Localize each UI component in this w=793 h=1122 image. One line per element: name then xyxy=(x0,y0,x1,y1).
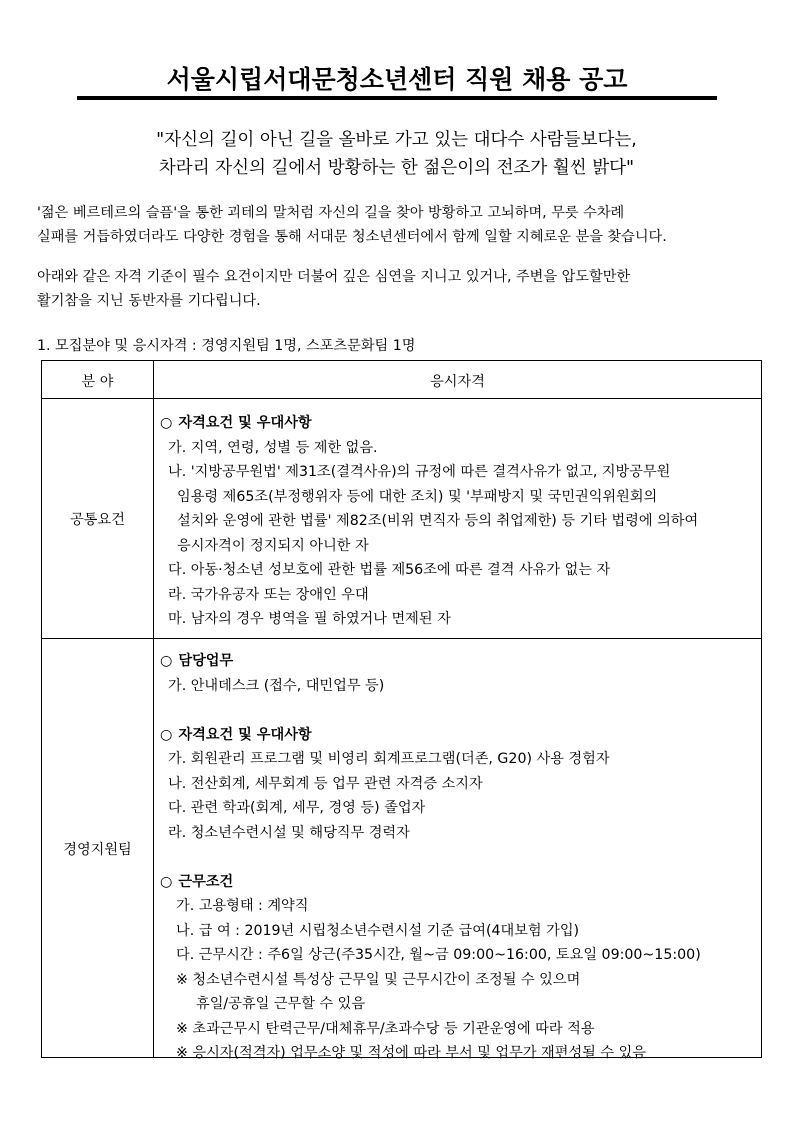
list-item: 라. 국가유공자 또는 장애인 우대 xyxy=(168,586,369,603)
list-item: 라. 청소년수련시설 및 해당직무 경력자 xyxy=(168,824,410,841)
common-subhead xyxy=(160,411,760,436)
spacer xyxy=(160,698,760,723)
duty-subhead xyxy=(160,649,760,674)
intro-line: '젊은 베르테르의 슬픔'을 통한 괴테의 말처럼 자신의 길을 찾아 방황하고 고뇌하며, 무릇 수차례 xyxy=(37,205,625,221)
qualification-subhead xyxy=(160,723,760,748)
list-item: 다. 근무시간 : 주6일 상근(주35시간, 월~금 09:00~16:00, 토요일 09:00~15:00) xyxy=(176,947,701,963)
list-item: 다. 관련 학과(회계, 세무, 경영 등) 졸업자 xyxy=(168,800,426,816)
spacer xyxy=(160,845,760,870)
note-item: ※ 초과근무시 탄력근무/대체휴무/초과수당 등 기관운영에 따라 적용 xyxy=(176,1020,595,1037)
note-item: ※ 청소년수련시설 특성상 근무일 및 근무시간이 조정될 수 있으며 xyxy=(176,971,581,988)
list-item: 가. 안내데스크 (접수, 대민업무 등) xyxy=(168,677,385,694)
title-underline xyxy=(77,96,717,100)
intro-line: 활기참을 지닌 동반자를 기다립니다. xyxy=(37,293,261,309)
note-item-continued: 휴일/공휴일 근무할 수 있음 xyxy=(196,996,366,1012)
table-row-common xyxy=(42,399,761,639)
circle-bullet-icon: ○ xyxy=(160,873,173,890)
header-qualification: 응시자격 xyxy=(430,374,485,390)
circle-bullet-icon: ○ xyxy=(160,415,173,431)
list-item: 가. 고용형태 : 계약직 xyxy=(176,898,309,914)
list-item: 가. 지역, 연령, 성별 등 제한 없음. xyxy=(168,439,378,456)
section-1-heading: 1. 모집분야 및 응시자격 : 경영지원팀 1명, 스포츠문화팀 1명 xyxy=(37,338,416,354)
quote-line-1: "자신의 길이 아닌 길을 올바로 가고 있는 대다수 사람들보다는, xyxy=(156,130,637,150)
quote-line-2: 차라리 자신의 길에서 방황하는 한 젊은이의 전조가 훨씬 밝다" xyxy=(158,158,635,178)
row-label-management: 경영지원팀 xyxy=(63,842,132,858)
list-item-continued: 임용령 제65조(부정행위자 등에 대한 조치) 및 '부패방지 및 국민권익위원회의 xyxy=(177,488,658,505)
note-item: ※ 응시자(적격자) 업무소양 및 적성에 따라 부서 및 업무가 재편성될 수 있음 xyxy=(176,1045,647,1061)
intro-paragraph-1 xyxy=(37,201,762,249)
list-item: 나. '지방공무원법' 제31조(결격사유)의 규정에 따른 결격사유가 없고, 지방공무원 xyxy=(168,464,671,480)
conditions-subhead xyxy=(160,870,760,895)
list-item: 마. 남자의 경우 병역을 필 하였거나 면제된 자 xyxy=(168,611,451,627)
intro-line: 실패를 거듭하였더라도 다양한 경험을 통해 서대문 청소년센터에서 함께 일할 지혜로운 분을 찾습니다. xyxy=(37,229,667,245)
circle-bullet-icon: ○ xyxy=(160,653,173,669)
common-requirements xyxy=(160,411,760,632)
qualification-table xyxy=(41,360,762,1061)
duty-subhead-text: 담당업무 xyxy=(178,653,234,669)
row-label-common: 공통요건 xyxy=(70,512,125,528)
list-item: 가. 회원관리 프로그램 및 비영리 회계프로그램(더존, G20) 사용 경험자 xyxy=(168,751,610,767)
management-details xyxy=(160,649,760,1066)
table-row-management xyxy=(42,639,761,1061)
table-header-row xyxy=(42,361,761,399)
circle-bullet-icon: ○ xyxy=(160,726,173,743)
list-item-continued: 설치와 운영에 관한 법률' 제82조(비위 면직자 등의 취업제한) 등 기타 법령에 의하여 xyxy=(177,513,699,529)
list-item: 다. 아동·청소년 성보호에 관한 법률 제56조에 따른 결격 사유가 없는 자 xyxy=(168,562,611,578)
intro-line: 아래와 같은 자격 기준이 필수 요건이지만 더불어 깊은 심연을 지니고 있거나, 주변을 압도할만한 xyxy=(37,269,631,285)
qualification-subhead-text: 자격요건 및 우대사항 xyxy=(178,726,312,743)
quote-block xyxy=(40,126,753,182)
header-field: 분 야 xyxy=(81,374,114,390)
list-item: 나. 급 여 : 2019년 시립청소년수련시설 기준 급여(4대보험 가입) xyxy=(176,922,580,939)
list-item: 나. 전산회계, 세무회계 등 업무 관련 자격증 소지자 xyxy=(168,775,483,792)
conditions-subhead-text: 근무조건 xyxy=(178,873,234,890)
page-title: 서울시립서대문청소년센터 직원 채용 공고 xyxy=(166,65,628,94)
list-item-continued: 응시자격이 정지되지 아니한 자 xyxy=(177,537,369,554)
intro-paragraph-2 xyxy=(37,265,762,313)
common-subhead-text: 자격요건 및 우대사항 xyxy=(178,415,312,431)
